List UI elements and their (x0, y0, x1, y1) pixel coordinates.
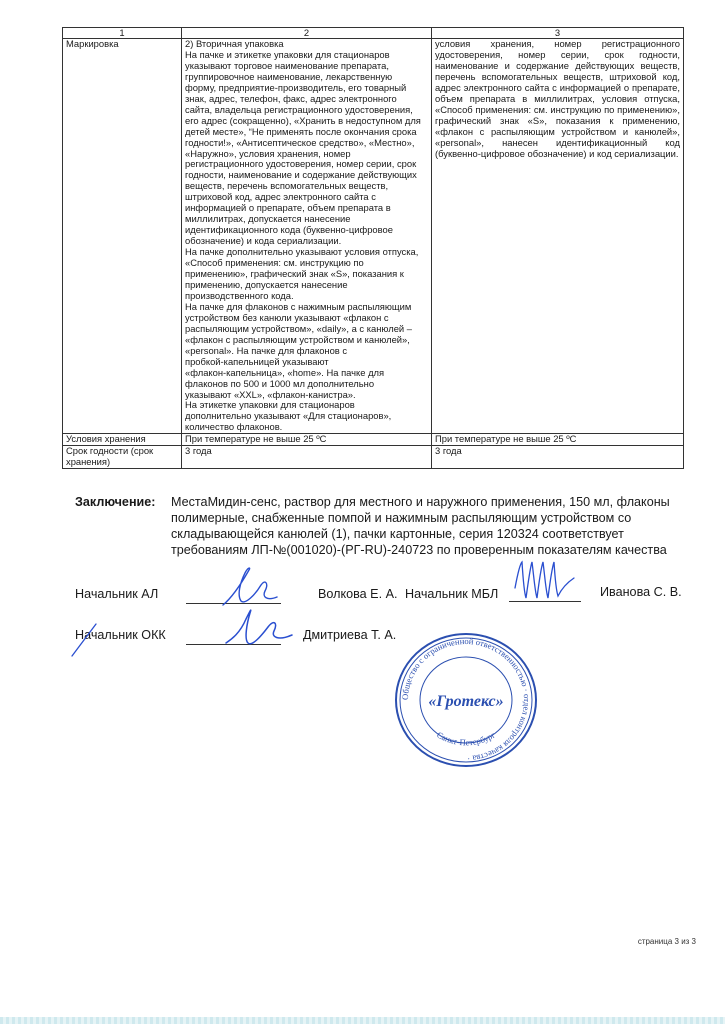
row-label: Условия хранения (63, 434, 182, 446)
requirement-line: «флакон с распыляющим устройством и канюлей», (185, 333, 410, 345)
marking-title: 2) Вторичная упаковка (185, 38, 284, 49)
row-label: Срок годности (срок хранения) (63, 446, 182, 469)
stamp-bottom-text: Санкт-Петербург (435, 729, 497, 748)
requirement-line: количество флаконов. (185, 421, 283, 433)
requirement-line: информацией о препарате, объем препарата в (185, 202, 391, 214)
conclusion-text: МестаМидин-сенс, раствор для местного и наружного применения, 150 мл, флаконы полимерные, снабженные помпой и нажимным распыляющим устройством со складывающейся канюлей (1), пачки картонные, серия 120324 соответствует требованиям ЛП-№(001020)-(РГ-RU)-240723 по проверенным показателям качества (171, 495, 670, 557)
signatory-al-name: Волкова Е. А. (318, 587, 398, 601)
signature-okk (222, 605, 302, 650)
requirement-line: производственного кода. (185, 289, 294, 301)
requirement-line: группировочное наименование, лекарственную (185, 70, 393, 82)
requirement-line: На этикетке упаковки для стационаров (185, 399, 355, 411)
table-row-shelf-life (63, 446, 684, 469)
requirement-line: «Наружно», условия хранения, номер (185, 147, 351, 159)
storage-result-cell: При температуре не выше 25 ºС (432, 434, 684, 446)
table-row-storage (63, 434, 684, 446)
table-header-row (63, 28, 684, 39)
signatory-al-title: Начальник АЛ (75, 587, 159, 601)
requirement-line: указывают торговое наименование препарата, (185, 59, 389, 71)
requirement-line: «флакон-капельница», «home». На пачке для (185, 366, 385, 378)
requirement-line: На пачке для флаконов с нажимным распыляющим (185, 300, 412, 312)
requirement-line: детей месте», “Не применять после окончания срока (185, 125, 417, 137)
table-row-marking (63, 39, 684, 434)
storage-requirement-cell: При температуре не выше 25 ºС (182, 434, 432, 446)
requirement-line: распыляющим устройством», «daily», а с канюлей – (185, 322, 412, 334)
requirement-line: регистрационного удостоверения, номер серии, срок (185, 158, 417, 170)
requirement-line: флаконов по 500 и 1000 мл дополнительно (185, 377, 375, 389)
shelf-life-result-cell: 3 года (432, 446, 684, 469)
requirement-line: идентификационного кода (буквенно-цифровое (185, 224, 393, 236)
pen-mark (70, 618, 100, 658)
stamp-center-text: «Гротекс» (428, 693, 504, 710)
requirement-line: сайта, владельца регистрационного удостоверения, (185, 103, 413, 115)
requirement-line: «Способ применения: см. инструкцию по (185, 257, 364, 269)
requirement-line: пробкой-капельницей указывают (185, 355, 329, 367)
requirement-line: миллилитрах, допускается нанесение (185, 213, 351, 225)
requirement-line: указывают «XXL», «флакон-канистра». (185, 388, 356, 400)
table-header-cell: 2 (182, 28, 432, 39)
page-number: страница 3 из 3 (637, 937, 696, 946)
table-header-cell: 3 (432, 28, 684, 39)
scan-edge-strip (0, 1017, 725, 1024)
conclusion-label: Заключение: (75, 495, 156, 509)
requirement-line: применению, допускается нанесение (185, 278, 348, 290)
signature-al (215, 565, 285, 610)
signatory-mbl-title: Начальник МБЛ (405, 587, 499, 601)
requirement-line: На пачке и этикетке упаковки для стационаров (185, 48, 390, 60)
specification-table (62, 27, 684, 469)
company-stamp (392, 630, 540, 770)
row-label: Маркировка (63, 39, 182, 434)
requirement-line: На пачке дополнительно указывают условия отпуска, (185, 246, 419, 258)
requirement-line: устройством без канюли указывают «флакон с (185, 311, 389, 323)
requirement-line: штриховой код, адрес электронного сайта с (185, 191, 376, 203)
signatory-mbl-name: Иванова С. В. (600, 585, 682, 599)
signatory-okk-title: Начальник ОКК (75, 628, 166, 642)
requirement-line: знак, адрес, телефон, факс, адрес электронного (185, 92, 397, 104)
signatory-okk-name: Дмитриева Т. А. (303, 628, 397, 642)
requirement-line: обозначение) и кода сериализации. (185, 235, 342, 247)
table-header-cell: 1 (63, 28, 182, 39)
requirement-line: дополнительно указывают «Для стационаров», (185, 410, 392, 422)
requirement-line: его адрес (сокращенно), «Хранить в недоступном для (185, 114, 421, 126)
shelf-life-requirement-cell: 3 года (182, 446, 432, 469)
requirement-line: «personal». На пачке для флаконов с (185, 344, 348, 356)
marking-requirements-cell (182, 39, 432, 434)
requirement-line: веществ, перечень вспомогательных веществ, (185, 180, 389, 192)
requirement-line: форму, предприятие-производитель, его товарный (185, 81, 407, 93)
marking-results-cell: условия хранения, номер регистрационного удостоверения, номер серии, срок годности, наименование и содержание действующих веществ, перечень вспомогательных веществ, штриховой код, адрес электронного сайта с информацией о препарате, объем препарата в миллилитрах, условия отпуска, «Способ применения: см. инструкцию по применению», графический знак «S», показания к применению, «флакон с распыляющим устройством и канюлей», «personal», нанесен идентификационный код (буквенно-цифровое обозначение) и код сериализации. (432, 39, 684, 434)
marking-requirements-text (185, 50, 428, 433)
requirement-line: годности, наименование и содержание действующих (185, 169, 417, 181)
signature-mbl (510, 558, 580, 604)
stamp-ring-text: Общество с ограниченной ответственностью · отдел контроля качества · (399, 635, 533, 765)
requirement-line: применению», графический знак «S», показания к (185, 268, 404, 280)
requirement-line: годности!», «Антисептическое средство», «Местно», (185, 136, 415, 148)
